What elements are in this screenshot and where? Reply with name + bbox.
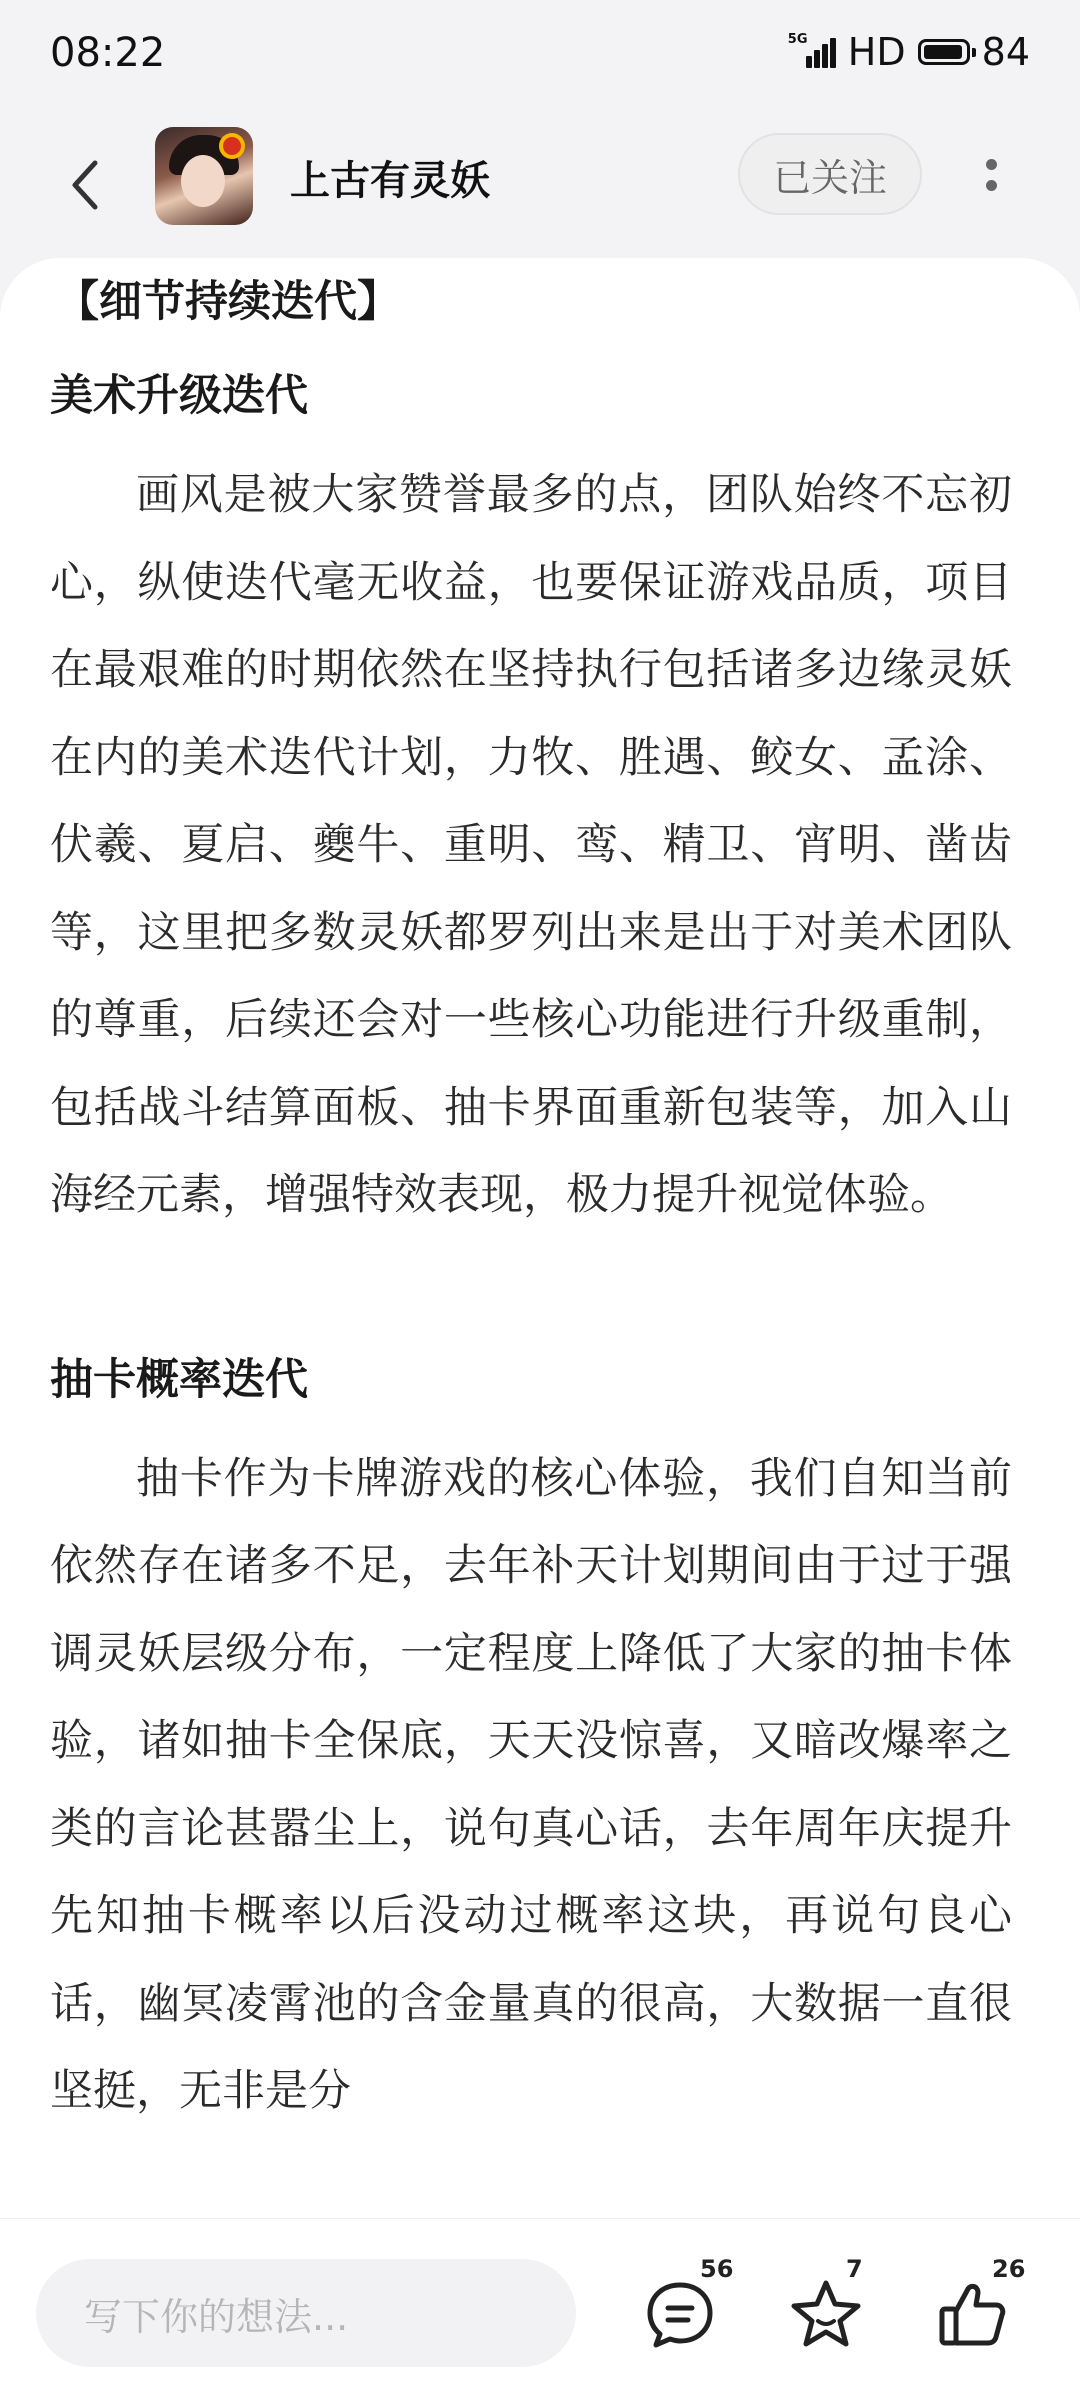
favorite-button[interactable] [786, 2255, 866, 2355]
article-content[interactable] [0, 258, 1080, 2218]
status-bar [0, 0, 1080, 115]
section-heading: 美术升级迭代 [50, 371, 308, 421]
hd-indicator: HD [847, 30, 906, 74]
dot-icon [986, 180, 997, 191]
comment-icon [640, 2275, 720, 2355]
favorite-count: 7 [846, 2255, 863, 2283]
section-paragraph: 抽卡作为卡牌游戏的核心体验，我们自知当前依然存在诸多不足，去年补天计划期间由于过于强调灵妖层级分布，一定程度上降低了大家的抽卡体验，诸如抽卡全保底，天天没惊喜，又暗改爆率之类的言论甚嚣尘上，说句真心话，去年周年庆提升先知抽卡概率以后没动过概率这块，再说句良心话，幽冥凌霄池的含金量真的很高，大数据一直很坚挺，无非是分 [50, 1453, 1012, 2116]
post-header [0, 115, 1080, 255]
battery-level: 84 [981, 30, 1030, 74]
author-avatar[interactable] [155, 127, 253, 225]
status-time: 08:22 [50, 30, 166, 76]
section-heading: 抽卡概率迭代 [50, 1354, 308, 1405]
like-button[interactable] [932, 2255, 1026, 2355]
section-tag: 【细节持续迭代】 [56, 277, 400, 327]
dot-icon [986, 159, 997, 170]
status-indicators [788, 30, 1030, 74]
like-count: 26 [992, 2255, 1026, 2283]
section-paragraph: 画风是被大家赞誉最多的点，团队始终不忘初心，纵使迭代毫无收益，也要保证游戏品质，项目在最艰难的时期依然在坚持执行包括诸多边缘灵妖在内的美术迭代计划，力牧、胜遇、鲛女、孟涂、伏羲、夏启、夔牛、重明、鸾、精卫、宵明、凿齿等，这里把多数灵妖都罗列出来是出于对美术团队的尊重，后续还会对一些核心功能进行升级重制，包括战斗结算面板、抽卡界面重新包装等，加入山海经元素，增强特效表现，极力提升视觉体验。 [50, 470, 1012, 1220]
bottom-action-bar [0, 2218, 1080, 2401]
author-name[interactable]: 上古有灵妖 [290, 158, 490, 204]
thumbs-up-icon [932, 2275, 1012, 2355]
comment-count: 56 [700, 2255, 734, 2283]
back-button[interactable] [55, 145, 115, 225]
chevron-left-icon [65, 155, 105, 215]
comment-button[interactable] [640, 2255, 734, 2355]
more-options-button[interactable] [968, 145, 1014, 205]
battery-icon [918, 39, 970, 65]
network-type: 5G [787, 32, 808, 47]
signal-icon [788, 32, 836, 72]
star-icon [786, 2275, 866, 2355]
follow-button[interactable]: 已关注 [738, 133, 922, 215]
comment-input[interactable]: 写下你的想法... [36, 2259, 576, 2367]
